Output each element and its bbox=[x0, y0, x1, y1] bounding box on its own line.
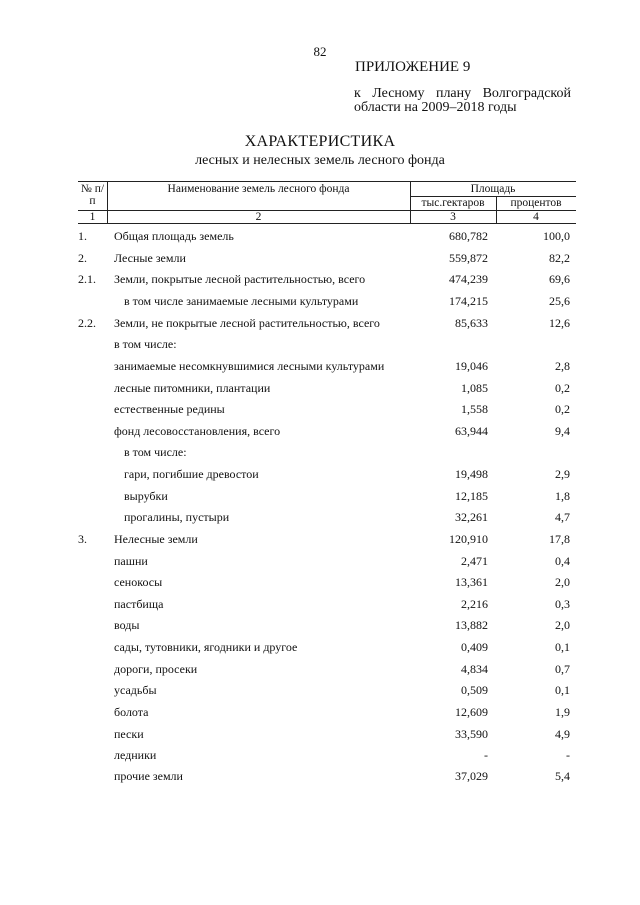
row-percent: 5,4 bbox=[555, 769, 570, 783]
row-percent: 0,4 bbox=[555, 554, 570, 568]
table-row bbox=[78, 660, 578, 678]
row-area: 120,910 bbox=[449, 532, 488, 546]
table-row bbox=[78, 767, 578, 785]
row-number: 2.1. bbox=[78, 272, 96, 286]
row-name: дороги, просеки bbox=[114, 662, 198, 676]
table-row bbox=[78, 249, 578, 267]
row-name: Земли, не покрытые лесной растительностью, всего bbox=[114, 316, 380, 330]
row-percent: 2,0 bbox=[555, 618, 570, 632]
document-title: ХАРАКТЕРИСТИКА bbox=[244, 133, 396, 150]
row-percent: 69,6 bbox=[549, 272, 570, 286]
row-percent: 100,0 bbox=[543, 229, 570, 243]
header-name: Наименование земель лесного фонда bbox=[167, 183, 350, 195]
column-number-2: 2 bbox=[255, 211, 262, 223]
appendix-title: ПРИЛОЖЕНИЕ 9 bbox=[355, 59, 471, 75]
row-percent: 0,1 bbox=[555, 683, 570, 697]
row-percent: 0,2 bbox=[555, 402, 570, 416]
document-subtitle: лесных и нелесных земель лесного фонда bbox=[195, 153, 445, 168]
row-area: 12,185 bbox=[455, 489, 488, 503]
row-name: прогалины, пустыри bbox=[124, 510, 230, 524]
row-name: Земли, покрытые лесной растительностью, всего bbox=[114, 272, 366, 286]
row-percent: 4,9 bbox=[555, 727, 570, 741]
row-area: 19,046 bbox=[455, 359, 488, 373]
row-percent: - bbox=[566, 748, 570, 762]
row-area: 1,085 bbox=[461, 381, 488, 395]
row-name: в том числе занимаемые лесными культурами bbox=[124, 294, 359, 308]
table-row bbox=[78, 357, 578, 375]
row-percent: 2,9 bbox=[555, 467, 570, 481]
table-row bbox=[78, 443, 578, 461]
row-percent: 4,7 bbox=[555, 510, 570, 524]
table-row bbox=[78, 616, 578, 634]
table-row bbox=[78, 335, 578, 353]
table-row bbox=[78, 573, 578, 591]
row-percent: 2,8 bbox=[555, 359, 570, 373]
row-name: занимаемые несомкнувшимися лесными культурами bbox=[114, 359, 385, 373]
table-row bbox=[78, 746, 578, 764]
row-name: пастбища bbox=[114, 597, 164, 611]
header-area: Площадь bbox=[470, 183, 516, 195]
row-number: 1. bbox=[78, 229, 87, 243]
row-area: - bbox=[484, 748, 488, 762]
row-name: сады, тутовники, ягодники и другое bbox=[114, 640, 298, 654]
row-name: естественные редины bbox=[114, 402, 225, 416]
header-area-pct: процентов bbox=[510, 197, 562, 209]
row-name: воды bbox=[114, 618, 140, 632]
row-percent: 9,4 bbox=[555, 424, 570, 438]
row-area: 32,261 bbox=[455, 510, 488, 524]
row-number: 3. bbox=[78, 532, 87, 546]
column-number-3: 3 bbox=[450, 211, 456, 223]
table-row bbox=[78, 314, 578, 332]
row-percent: 0,3 bbox=[555, 597, 570, 611]
row-area: 19,498 bbox=[455, 467, 488, 481]
row-name: лесные питомники, плантации bbox=[114, 381, 271, 395]
table-row bbox=[78, 465, 578, 483]
table-row bbox=[78, 595, 578, 613]
table-row bbox=[78, 422, 578, 440]
row-name: усадьбы bbox=[114, 683, 157, 697]
row-area: 559,872 bbox=[449, 251, 488, 265]
row-area: 13,882 bbox=[455, 618, 488, 632]
row-name: пески bbox=[114, 727, 144, 741]
row-percent: 12,6 bbox=[549, 316, 570, 330]
row-area: 85,633 bbox=[455, 316, 488, 330]
row-area: 0,409 bbox=[461, 640, 488, 654]
header-num: № п/п bbox=[80, 183, 105, 207]
table-row bbox=[78, 270, 578, 288]
row-name: пашни bbox=[114, 554, 148, 568]
row-area: 0,509 bbox=[461, 683, 488, 697]
column-number-1: 1 bbox=[89, 211, 96, 223]
table-row bbox=[78, 725, 578, 743]
row-area: 33,590 bbox=[455, 727, 488, 741]
row-name: в том числе: bbox=[124, 445, 187, 459]
row-number: 2.2. bbox=[78, 316, 96, 330]
row-area: 1,558 bbox=[461, 402, 488, 416]
row-area: 63,944 bbox=[455, 424, 488, 438]
row-percent: 82,2 bbox=[549, 251, 570, 265]
row-name: Нелесные земли bbox=[114, 532, 198, 546]
row-area: 4,834 bbox=[461, 662, 488, 676]
table-row bbox=[78, 400, 578, 418]
row-name: болота bbox=[114, 705, 149, 719]
table-row bbox=[78, 379, 578, 397]
table-row bbox=[78, 508, 578, 526]
row-percent: 25,6 bbox=[549, 294, 570, 308]
row-name: в том числе: bbox=[114, 337, 177, 351]
table-row bbox=[78, 227, 578, 245]
row-area: 37,029 bbox=[455, 769, 488, 783]
row-name: прочие земли bbox=[114, 769, 183, 783]
row-name: Лесные земли bbox=[114, 251, 186, 265]
row-area: 12,609 bbox=[455, 705, 488, 719]
row-percent: 17,8 bbox=[549, 532, 570, 546]
row-percent: 0,7 bbox=[555, 662, 570, 676]
table-row bbox=[78, 638, 578, 656]
row-area: 474,239 bbox=[449, 272, 488, 286]
row-area: 680,782 bbox=[449, 229, 488, 243]
row-name: гари, погибшие древостои bbox=[124, 467, 259, 481]
row-area: 2,216 bbox=[461, 597, 488, 611]
table-row bbox=[78, 681, 578, 699]
table-row bbox=[78, 292, 578, 310]
table-row bbox=[78, 552, 578, 570]
row-name: сенокосы bbox=[114, 575, 163, 589]
row-percent: 1,8 bbox=[555, 489, 570, 503]
header-area-ha: тыс.гектаров bbox=[421, 197, 485, 209]
row-name: вырубки bbox=[124, 489, 168, 503]
row-name: ледники bbox=[114, 748, 157, 762]
row-percent: 2,0 bbox=[555, 575, 570, 589]
page-number: 82 bbox=[313, 44, 327, 59]
row-area: 174,215 bbox=[449, 294, 488, 308]
table-row bbox=[78, 530, 578, 548]
appendix-subtitle: к Лесному плану Волгоградской области на 2009–2018 годы bbox=[354, 86, 571, 115]
row-area: 13,361 bbox=[455, 575, 488, 589]
row-percent: 1,9 bbox=[555, 705, 570, 719]
row-area: 2,471 bbox=[461, 554, 488, 568]
row-percent: 0,2 bbox=[555, 381, 570, 395]
row-name: Общая площадь земель bbox=[114, 229, 234, 243]
table-row bbox=[78, 487, 578, 505]
column-number-4: 4 bbox=[533, 211, 539, 223]
row-number: 2. bbox=[78, 251, 87, 265]
table-row bbox=[78, 703, 578, 721]
row-percent: 0,1 bbox=[555, 640, 570, 654]
row-name: фонд лесовосстановления, всего bbox=[114, 424, 281, 438]
